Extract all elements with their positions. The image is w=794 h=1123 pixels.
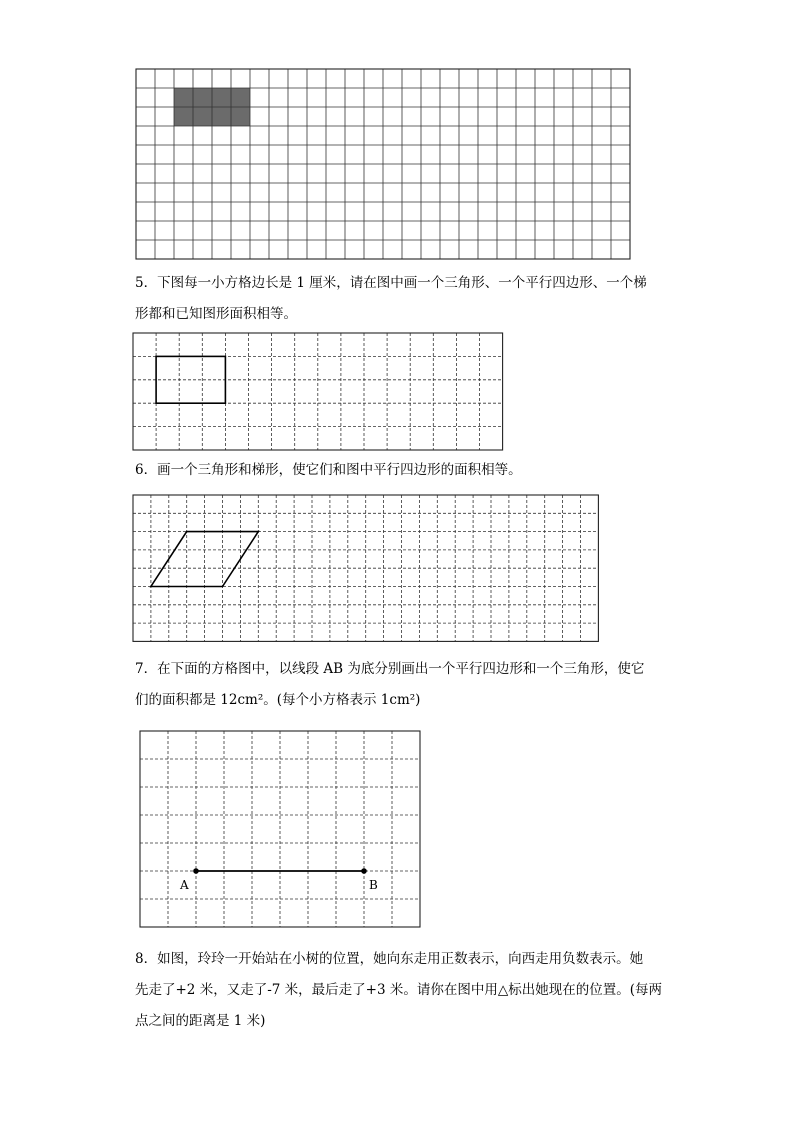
question-5-line-1: 5．下图每一小方格边长是 1 厘米，请在图中画一个三角形、一个平行四边形、一个梯 <box>135 275 647 291</box>
point-b-label: B <box>369 878 378 892</box>
parallelogram-grid <box>133 495 598 642</box>
question-5 <box>135 268 665 330</box>
shaded-rectangle-grid <box>136 69 631 259</box>
point-a-label: A <box>180 878 189 892</box>
point-a <box>193 868 199 874</box>
question-7-line-1: 7．在下面的方格图中，以线段 AB 为底分别画出一个平行四边形和一个三角形，使它 <box>135 661 645 677</box>
question-5-line-2: 形都和已知图形面积相等。 <box>135 306 297 322</box>
question-8-line-3: 点之间的距离是 1 米) <box>135 1013 266 1029</box>
question-8-line-1: 8．如图，玲玲一开始站在小树的位置，她向东走用正数表示，向西走用负数表示。她 <box>135 951 644 967</box>
question-6 <box>135 455 665 486</box>
segment-ab-grid <box>140 731 420 928</box>
question-7 <box>135 654 665 716</box>
given-parallelogram <box>151 532 258 587</box>
question-7-line-2: 们的面积都是 12cm²。(每个小方格表示 1cm²) <box>135 692 421 708</box>
grid-lines <box>133 495 598 641</box>
grid-lines <box>133 333 503 450</box>
question-6-line-1: 6．画一个三角形和梯形，使它们和图中平行四边形的面积相等。 <box>135 462 522 478</box>
question-8 <box>135 944 665 1037</box>
rectangle-grid <box>133 333 503 451</box>
question-8-line-2: 先走了+2 米，又走了-7 米，最后走了+3 米。请你在图中用△标出她现在的位置。(每两 <box>135 982 662 998</box>
point-b <box>361 868 367 874</box>
grid-lines <box>140 731 420 927</box>
